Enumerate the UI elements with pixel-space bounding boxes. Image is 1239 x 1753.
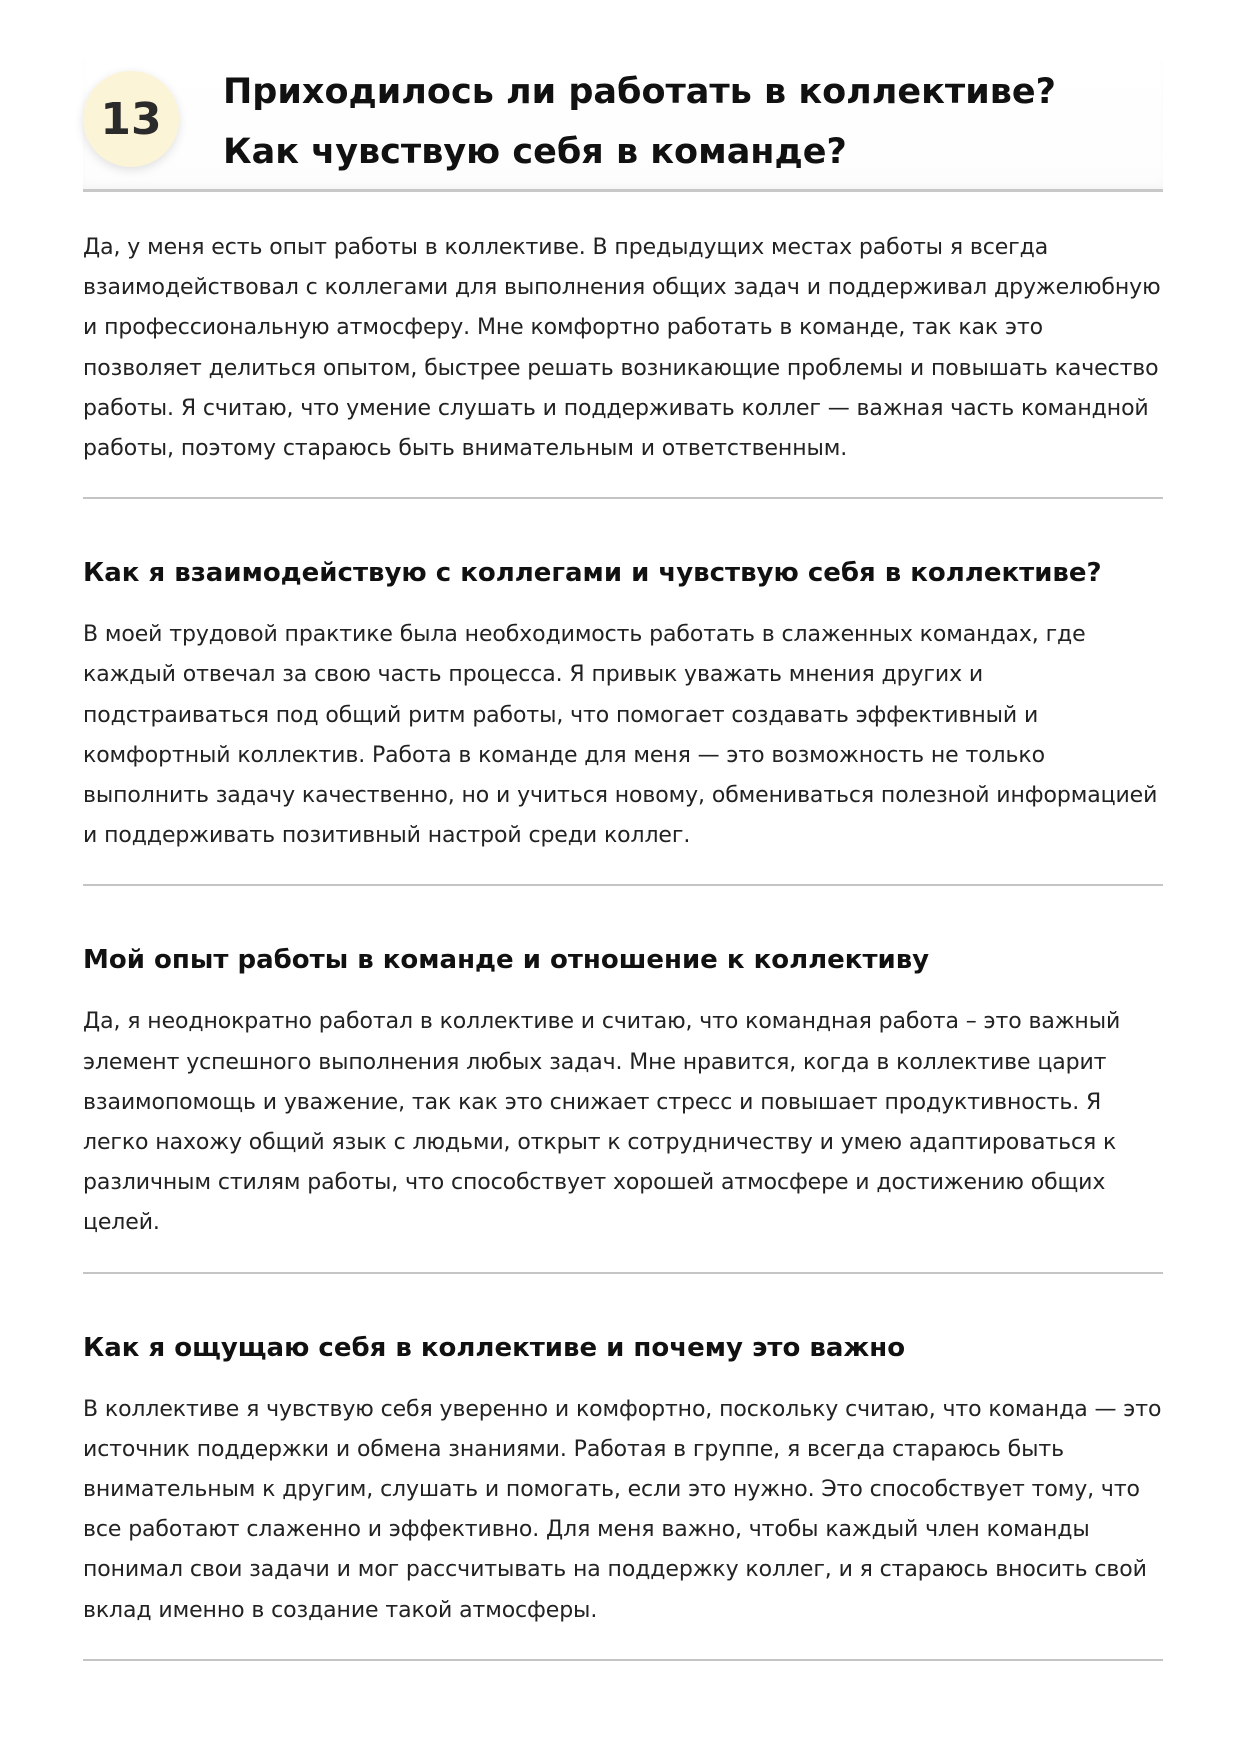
section-heading: Как я ощущаю себя в коллективе и почему это важно — [83, 1332, 906, 1363]
intro-section — [83, 228, 1163, 499]
section-paragraph: В моей трудовой практике была необходимость работать в слаженных командах, где каждый отвечал за свою часть процесса. Я привык уважать мнения других и подстраиваться под общий ритм работы, что помогает создавать эффективный и комфортный коллектив. Работа в команде для меня — это возможность не только выполнить задачу качественно, но и учиться новому, обмениваться полезной информацией и поддерживать позитивный настрой среди коллег. — [83, 622, 1158, 849]
section-paragraph: В коллективе я чувствую себя уверенно и комфортно, поскольку считаю, что команда — это источник поддержки и обмена знаниями. Работая в группе, я всегда стараюсь быть внимательным к другим, слушать и помогать, если это нужно. Это способствует тому, что все работают слаженно и эффективно. Для меня важно, чтобы каждый член команды понимал свои задачи и мог рассчитывать на поддержку коллег, и я стараюсь вносить свой вклад именно в создание такой атмосферы. — [83, 1396, 1162, 1623]
section-heading: Как я взаимодействую с коллегами и чувствую себя в коллективе? — [83, 558, 1102, 589]
question-header — [83, 60, 1163, 192]
document-page — [83, 60, 1163, 1661]
answer-section-1 — [83, 499, 1163, 886]
section-heading: Мой опыт работы в команде и отношение к коллективу — [83, 945, 930, 976]
section-paragraph: Да, я неоднократно работал в коллективе и считаю, что командная работа – это важный элемент успешного выполнения любых задач. Мне нравится, когда в коллективе царит взаимопомощь и уважение, так как это снижает стресс и повышает продуктивность. Я легко нахожу общий язык с людьми, открыт к сотрудничеству и умею адаптироваться к различным стилям работы, что способствует хорошей атмосфере и достижению общих целей. — [83, 1009, 1121, 1236]
question-title: Приходилось ли работать в коллективе? Как чувствую себя в команде? — [223, 72, 1056, 172]
intro-paragraph: Да, у меня есть опыт работы в коллективе. В предыдущих местах работы я всегда взаимодействовал с коллегами для выполнения общих задач и поддерживал дружелюбную и профессиональную атмосферу. Мне комфортно работать в команде, так как это позволяет делиться опытом, быстрее решать возникающие проблемы и повышать качество работы. Я считаю, что умение слушать и поддерживать коллег — важная часть командной работы, поэтому стараюсь быть внимательным и ответственным. — [83, 235, 1161, 462]
question-number-badge: 13 — [83, 71, 179, 167]
answer-section-2 — [83, 886, 1163, 1273]
answer-section-3 — [83, 1274, 1163, 1661]
